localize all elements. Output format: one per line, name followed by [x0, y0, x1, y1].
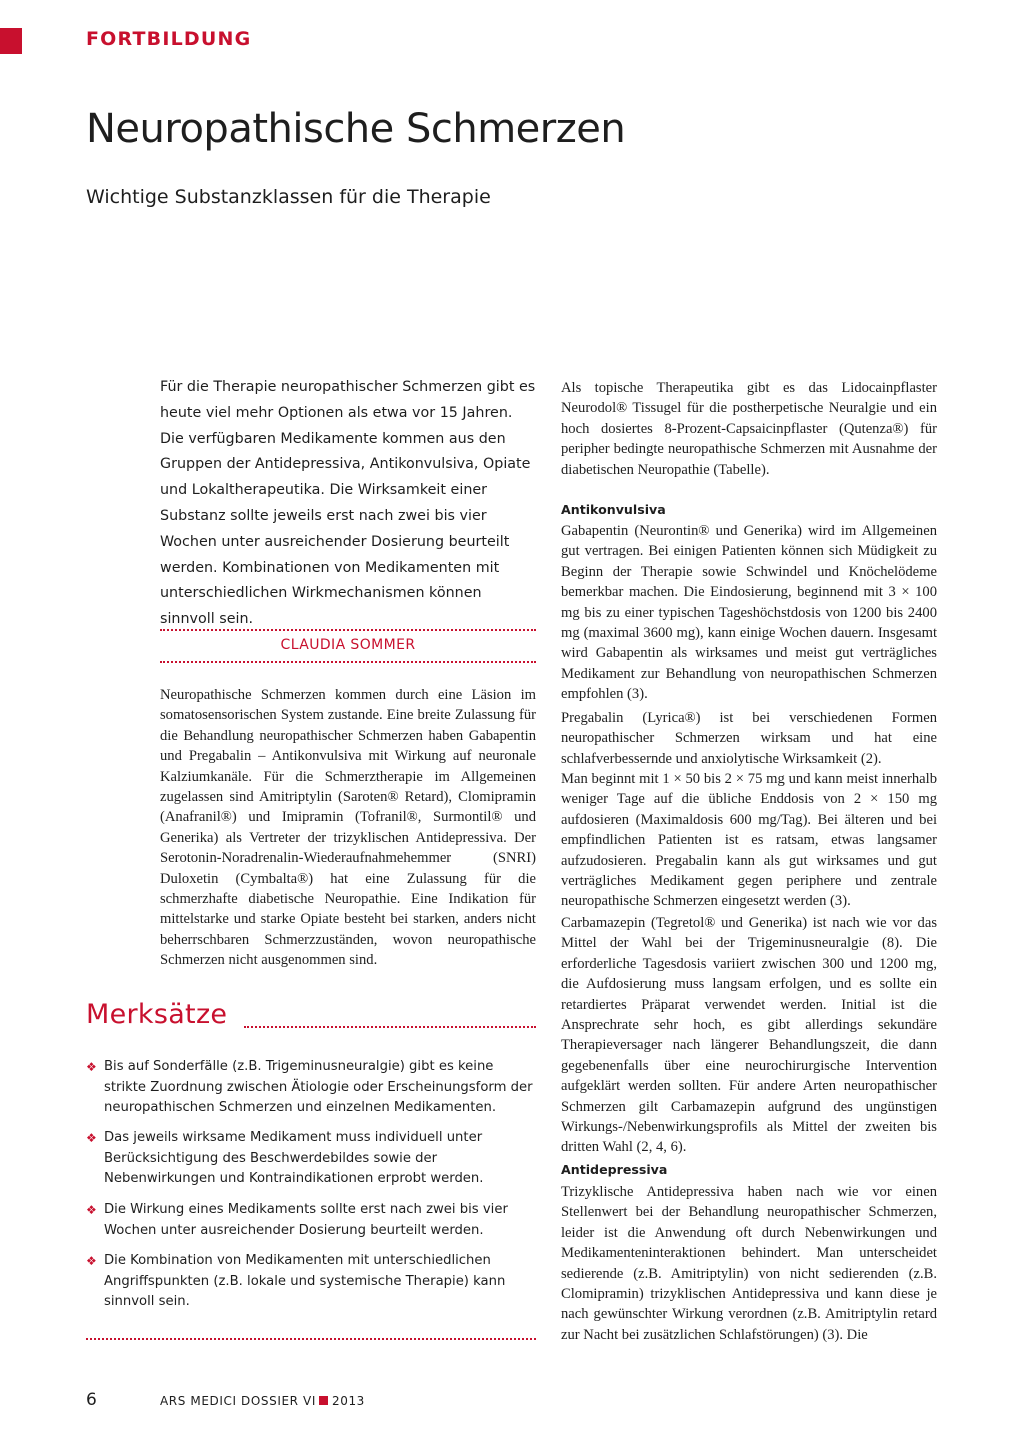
key-points-bottom-divider: [86, 1338, 536, 1340]
key-point-item: [86, 1128, 536, 1190]
key-point-text: Das jeweils wirksame Medikament muss individuell unter Berücksichtigung des Beschwerdebildes sowie der Nebenwirkungen und Kontraindikationen erprobt werden.: [104, 1130, 484, 1187]
page-number: 6: [86, 1390, 97, 1410]
diamond-bullet-icon: ❖: [86, 1131, 97, 1145]
key-point-item: [86, 1057, 536, 1119]
pregabalin-paragraph: Pregabalin (Lyrica®) ist bei verschiedenen Formen neuropathischer Schmerzen wirksam und hat eine schlafverbessernde und anxiolytische Wirksamkeit (2).: [561, 710, 937, 767]
topical-paragraph: Als topische Therapeutika gibt es das Lidocainpflaster Neurodol® Tissugel für die postherpetische Neuralgie und ein hoch dosiertes 8-Prozent-Capsaicinpflaster (Qutenza®) für peripher bedingte neuropathische Schmerzen mit Ausnahme der diabetischen Neuropathie (Tabelle).: [561, 380, 937, 478]
antikonvulsiva-heading: Antikonvulsiva: [561, 502, 666, 517]
intro-paragraph: Neuropathische Schmerzen kommen durch eine Läsion im somatosensorischen System zustande. Eine breite Zulassung für die Behandlung neuropathischer Schmerzen haben Gabapentin und Pregabalin – Antikonvulsiva mit Wirkung auf neuronale Kalziumkanäle. Für die Schmerztherapie im Allgemeinen zugelassen sind Amitriptylin (Saroten® Retard), Clomipramin (Anafranil®) und Imipramin (Tofranil®, Surmontil® und Generika) als Vertreter der trizyklischen Antidepressiva. Der Serotonin-Noradrenalin-Wiederaufnahmehemmer (SNRI) Duloxetin (Cymbalta®) hat eine Zulassung für die schmerzhafte diabetische Neuropathie. Eine Indikation für mittelstarke und starke Opiate besteht bei starken, anders nicht beherrschbaren Schmerzzuständen, wovon neuropathische Schmerzen nicht ausgenommen sind.: [160, 687, 536, 969]
section-color-tab: [0, 28, 22, 54]
publication-year: 2013: [331, 1394, 365, 1408]
key-point-text: Die Kombination von Medikamenten mit unterschiedlichen Angriffspunkten (z.B. lokale und systemische Therapie) kann sinnvoll sein.: [104, 1253, 506, 1310]
antidepressiva-paragraph: Trizyklische Antidepressiva haben nach wie vor einen Stellenwert bei der Behandlung neuropathischer Schmerzen, leider ist die Anwendung oft durch Nebenwirkungen und Medikamenteninteraktionen behindert. Man unterscheidet sedierende (z.B. Amitriptylin) von nicht sedierenden (z.B. Clomipramin) trizyklischen Antidepressiva und kann diese je nach gewünschter Wirkung verordnen (z.B. Amitriptylin retard zur Nacht bei zusätzlichen Schlafstörungen) (3). Die: [561, 1184, 937, 1343]
key-point-item: [86, 1200, 536, 1241]
publication-name: ARS MEDICI DOSSIER VI: [160, 1394, 316, 1408]
footer-publication: [160, 1394, 365, 1408]
key-points-heading: Merksätze: [86, 999, 228, 1030]
diamond-bullet-icon: ❖: [86, 1203, 97, 1217]
antidepressiva-heading: Antidepressiva: [561, 1162, 668, 1177]
section-label: FORTBILDUNG: [86, 28, 252, 50]
footer-square-icon: [319, 1396, 328, 1405]
lead-paragraph: Für die Therapie neuropathischer Schmerzen gibt es heute viel mehr Optionen als etwa vor 15 Jahren. Die verfügbaren Medikamente kommen aus den Gruppen der Antidepressiva, Antikonvulsiva, Opiate und Lokaltherapeutika. Die Wirksamkeit einer Substanz sollte jeweils erst nach zwei bis vier Wochen unter ausreichender Dosierung beurteilt werden. Kombinationen von Medikamenten mit unterschiedlichen Wirkmechanismen können sinnvoll sein.: [160, 379, 536, 628]
key-points-heading-dots: [244, 1026, 536, 1028]
key-point-item: [86, 1251, 536, 1313]
pregabalin-dose-paragraph: Man beginnt mit 1 × 50 bis 2 × 75 mg und kann meist innerhalb weniger Tage auf die übliche Enddosis von 2 × 150 mg aufdosieren (Maximaldosis 600 mg/Tag). Bei älteren und bei empfindlichen Patienten ist es ratsam, etwas langsamer aufzudosieren. Pregabalin kann als gut wirksames und gut verträgliches Medikament gegen periphere und zentrale neuropathische Schmerzen eingesetzt werden (3).: [561, 771, 937, 910]
key-point-text: Bis auf Sonderfälle (z.B. Trigeminusneuralgie) gibt es keine strikte Zuordnung zwischen Ätiologie oder Erscheinungsform der neuropathischen Schmerzen und einzelnen Medikamenten.: [104, 1059, 533, 1116]
carbamazepin-paragraph: Carbamazepin (Tegretol® und Generika) ist nach wie vor das Mittel der Wahl bei der Trigeminusneuralgie (8). Die erforderliche Tagesdosis variiert zwischen 300 und 1200 mg, die Aufdosierung muss langsam erfolgen, und es sollte ein retardiertes Präparat verwendet werden. Initial ist die Ansprechrate sehr hoch, es gibt allerdings sekundäre Therapieversager nach längerer Behandlungszeit, die dann gegebenenfalls über eine neurochirurgische Intervention aufgeklärt werden sollten. Für andere Arten neuropathischer Schmerzen gilt Carbamazepin aufgrund des ungünstigen Wirkungs-/Nebenwirkungsprofils als Mittel der zweiten bis dritten Wahl (2, 4, 6).: [561, 915, 937, 1156]
author-name: CLAUDIA SOMMER: [280, 637, 416, 653]
article-subtitle: Wichtige Substanzklassen für die Therapie: [86, 186, 491, 208]
key-point-text: Die Wirkung eines Medikaments sollte erst nach zwei bis vier Wochen unter ausreichender Dosierung beurteilt werden.: [104, 1202, 508, 1238]
diamond-bullet-icon: ❖: [86, 1254, 97, 1268]
author-divider-top: [160, 629, 536, 631]
diamond-bullet-icon: ❖: [86, 1060, 97, 1074]
author-divider-bottom: [160, 661, 536, 663]
article-title: Neuropathische Schmerzen: [86, 106, 626, 152]
gabapentin-paragraph: Gabapentin (Neurontin® und Generika) wird im Allgemeinen gut vertragen. Bei einigen Patienten können sich Müdigkeit zu Beginn der Therapie sowie Schwindel und Knöchelödeme bemerkbar machen. Die Eindosierung, beginnend mit 3 × 100 mg bis zu einer typischen Tageshöchstdosis von 1200 bis 2400 mg (maximal 3600 mg), kann einige Wochen dauern. Insgesamt wird Gabapentin als wirksames und meist gut verträgliches Medikament zur Behandlung von neuropathischen Schmerzen empfohlen (3).: [561, 523, 937, 703]
